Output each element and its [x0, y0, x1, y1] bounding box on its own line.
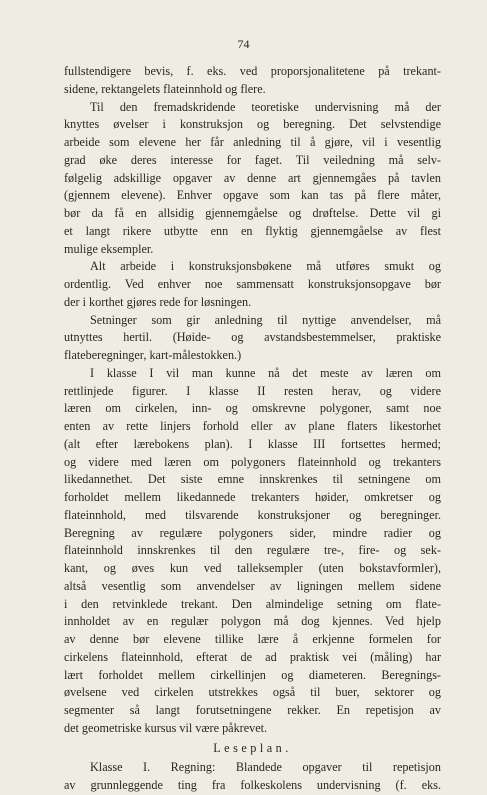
text-line: segmenter så langt forutsetningene rekker. En repetisjon av	[64, 703, 441, 717]
text-line: forholdet mellem likedannede trekanters høider, omkretser og	[64, 490, 441, 504]
text-line: (alt efter lærebokens plan). I klasse III fortsettes hermed;	[64, 436, 441, 451]
text-line: innholdet av en regulær polygon må dog kjennes. Ved hjelp	[64, 614, 441, 629]
text-line: Til den fremadskridende teoretiske undervisning må der	[90, 99, 441, 114]
text-line: kant, og øves kun ved talleksempler (uten bokstavformler),	[64, 561, 441, 575]
text-line: i den retvinklede trekant. Den almindelige setning om flate-	[64, 596, 441, 611]
text-line: likedannethet. Det siste emne innskrenkes til setningene om	[64, 472, 441, 487]
text-line: cirkelens flateinnhold, efterat de ad praktisk vei (måling) har	[64, 649, 441, 664]
section-heading: Leseplan.	[213, 740, 292, 755]
text-line: øvelsene ved cirkelen utstrekkes også til buer, sektorer og	[64, 685, 441, 700]
text-line: flateinnhold, med tilsvarende konstruksjoner og beregninger.	[64, 507, 441, 522]
text-line: av denne bør elevene tillike lære å erkjenne formelen for	[64, 632, 441, 646]
text-line: og videre med læren om polygoners flateinnhold og trekanters	[64, 454, 441, 469]
text-line: Beregning av regulære polygoners sider, mindre radier og	[64, 525, 441, 540]
text-line: I klasse I vil man kunne nå det meste av læren om	[90, 365, 441, 380]
text-line: mulige eksempler.	[64, 241, 154, 256]
text-line: flateberegninger, kart-målestokken.)	[64, 348, 242, 362]
text-line: av grunnleggende ting fra folkeskolens undervisning (f. eks.	[64, 778, 441, 792]
text-line: fullstendigere bevis, f. eks. ved proporsjonalitetene på trekant-	[64, 64, 441, 78]
text-line: knyttes øvelser i konstruksjon og beregning. Det selvstendige	[64, 117, 441, 132]
text-line: rettlinjede figurer. I klasse II resten herav, og videre	[64, 383, 441, 398]
text-line: lært forholdet mellem cirkellinjen og diameteren. Beregnings-	[64, 667, 441, 682]
text-line: Setninger som gir anledning til nyttige anvendelser, må	[90, 312, 441, 327]
text-line: Klasse I. Regning: Blandede opgaver til repetisjon	[90, 760, 441, 775]
text-line: sidene, rektangelets flateinnhold og flere.	[64, 81, 266, 96]
text-line: Alt arbeide i konstruksjonsbøkene må utføres smukt og	[90, 259, 441, 274]
text-line: bør da få en allsidig gjennemgåelse og drøftelse. Dette vil gi	[64, 206, 441, 220]
text-line: flateinnhold innskrenkes til den regulære tre-, fire- og sek-	[64, 543, 441, 558]
text-line: følgelig adskillige opgaver av denne art gjennemgåes på tavlen	[64, 170, 441, 185]
text-line: et langt rikere utbytte enn en flyktig gjennemgåelse av flest	[64, 223, 441, 238]
text-line: ordentlig. Ved enhver noe sammensatt konstruksjonsopgave bør	[64, 277, 441, 291]
text-line: altså vesentlig som anvendelser av ligningen mellem sidene	[64, 578, 441, 593]
text-line: det geometriske kursus vil være påkrevet.	[64, 720, 268, 735]
text-line: (gjennem elevene). Enhver opgave som kan tas på flere måter,	[64, 188, 441, 203]
text-line: arbeide som elevene her får anledning til å gjøre, vil i vesentlig	[64, 135, 441, 149]
text-line: utnyttes hertil. (Høide- og avstandsbestemmelser, praktiske	[64, 330, 441, 345]
text-line: enten av rette linjers forhold eller av plane flaters likestorhet	[64, 419, 441, 433]
page-number: 74	[237, 37, 250, 51]
text-line: læren om cirkelen, inn- og omskrevne polygoner, samt noe	[64, 401, 441, 416]
text-line: grad øke deres interesse for faget. Til veiledning må selv-	[64, 152, 441, 167]
body-text	[64, 63, 441, 795]
text-line: der i korthet gjøres rede for løsningen.	[64, 294, 252, 309]
